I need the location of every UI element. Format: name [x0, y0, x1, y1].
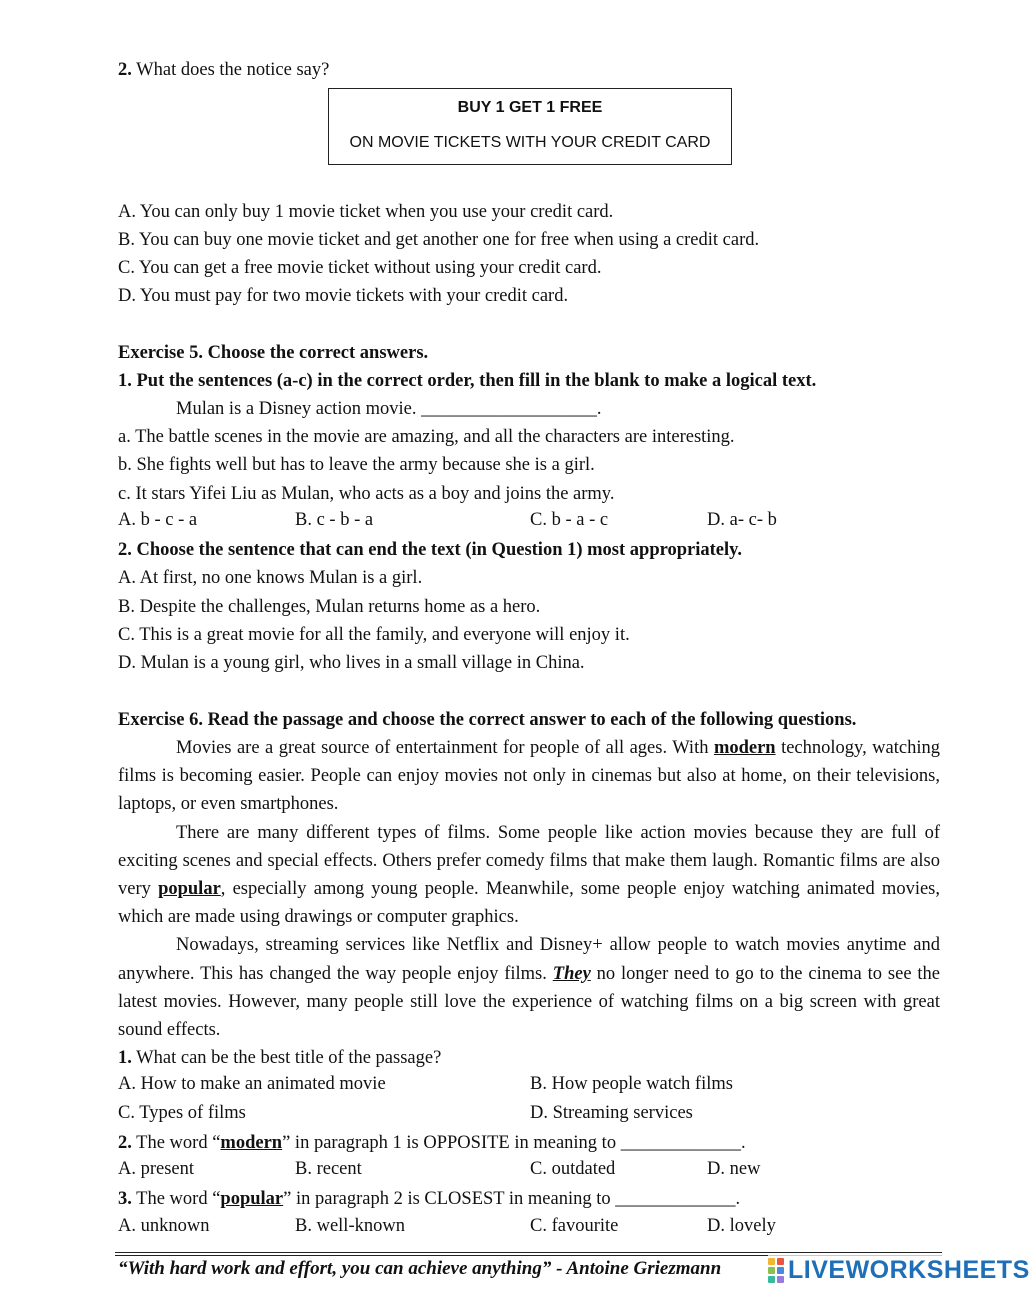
ex6-q2-text-a: The word “ [136, 1133, 221, 1153]
exercise5-question-1: 1. Put the sentences (a-c) in the correct order, then fill in the blank to make a logical text. [118, 371, 817, 391]
liveworksheets-logo-icon [768, 1258, 784, 1283]
liveworksheets-logo-text: LIVEWORKSHEETS [788, 1255, 1030, 1284]
ex6-q2-keyword: modern [220, 1133, 283, 1153]
ex6-q2-option-c[interactable]: C. outdated [530, 1159, 616, 1179]
ex6-q3-number: 3. [118, 1189, 132, 1209]
q2-number: 2. [118, 60, 132, 80]
ex6-q2-option-b[interactable]: B. recent [295, 1159, 362, 1179]
ex6-q3-text-a: The word “ [136, 1189, 221, 1209]
q2-option-b[interactable]: B. You can buy one movie ticket and get another one for free when using a credit card. [118, 230, 760, 250]
exercise5-sentence-a: a. The battle scenes in the movie are amazing, and all the characters are interesting. [118, 427, 735, 447]
keyword-modern: modern [713, 738, 776, 758]
ex5-q2-option-c[interactable]: C. This is a great movie for all the family, and everyone will enjoy it. [118, 625, 630, 645]
exercise6-passage [118, 734, 940, 1044]
passage-paragraph-3 [118, 931, 940, 1044]
exercise5-title: Exercise 5. Choose the correct answers. [118, 343, 429, 363]
ex6-q3-keyword: popular [220, 1189, 284, 1209]
ex6-q1-option-d[interactable]: D. Streaming services [530, 1103, 693, 1123]
ex5-q1-option-d[interactable]: D. a- c- b [707, 510, 777, 530]
q2-option-a[interactable]: A. You can only buy 1 movie ticket when you use your credit card. [118, 202, 614, 222]
exercise5-prompt: Mulan is a Disney action movie. ___________________. [176, 399, 602, 419]
q2-heading [118, 58, 329, 82]
ex6-q2-number: 2. [118, 1133, 132, 1153]
q2-option-d[interactable]: D. You must pay for two movie tickets with your credit card. [118, 286, 569, 306]
exercise5-sentence-b: b. She fights well but has to leave the army because she is a girl. [118, 455, 595, 475]
p2-text-a: There are many different types of films. Some people like action movies because they are full of exciting scenes and special effects. Others prefer comedy films that make them laugh. Romantic films are also very [118, 822, 940, 900]
ex6-q1-option-a[interactable]: A. How to make an animated movie [118, 1074, 386, 1094]
p2-text-b: , especially among young people. Meanwhile, some people enjoy watching animated movies, which are made using drawings or computer graphics. [118, 879, 940, 928]
exercise5-question-2: 2. Choose the sentence that can end the text (in Question 1) most appropriately. [118, 540, 743, 560]
exercise6-title: Exercise 6. Read the passage and choose the correct answer to each of the following questions. [118, 710, 857, 730]
ex6-q1-text: What can be the best title of the passage? [136, 1048, 442, 1068]
notice-box [328, 88, 732, 165]
ex6-q3-option-a[interactable]: A. unknown [118, 1216, 210, 1236]
passage-paragraph-1 [118, 734, 940, 819]
footer-quote: “With hard work and effort, you can achieve anything” - Antoine Griezmann [118, 1258, 722, 1279]
ex6-q2-text-b: ” in paragraph 1 is OPPOSITE in meaning to _____________. [282, 1133, 746, 1153]
ex6-q2-option-a[interactable]: A. present [118, 1159, 195, 1179]
ex5-q1-option-c[interactable]: C. b - a - c [530, 510, 609, 530]
p3-text-b: no longer need to go to the cinema to see the latest movies. However, many people still love the experience of watching films on a big screen with great sound effects. [118, 963, 941, 1041]
ex6-question-2 [118, 1131, 746, 1155]
ex6-q2-option-d[interactable]: D. new [707, 1159, 761, 1179]
ex6-q1-number: 1. [118, 1048, 132, 1068]
ex5-q2-option-b[interactable]: B. Despite the challenges, Mulan returns home as a hero. [118, 597, 541, 617]
p1-text-b: technology, watching films is becoming easier. People can enjoy movies not only in cinemas but also at home, on their televisions, laptops, or even smartphones. [118, 738, 940, 815]
p3-text-a: Nowadays, streaming services like Netflix and Disney+ allow people to watch movies anytime and anywhere. This has changed the way people enjoy films. [118, 935, 940, 984]
ex6-question-3 [118, 1187, 740, 1211]
p1-text-a: Movies are a great source of entertainment for people of all ages. With [176, 738, 714, 758]
ex6-q1-option-c[interactable]: C. Types of films [118, 1103, 246, 1123]
ex6-q3-option-c[interactable]: C. favourite [530, 1216, 619, 1236]
ex5-q1-option-a[interactable]: A. b - c - a [118, 510, 198, 530]
notice-line-2: ON MOVIE TICKETS WITH YOUR CREDIT CARD [349, 134, 711, 151]
ex5-q2-option-d[interactable]: D. Mulan is a young girl, who lives in a small village in China. [118, 653, 585, 673]
ex6-q3-option-b[interactable]: B. well-known [295, 1216, 405, 1236]
keyword-popular: popular [158, 879, 221, 900]
keyword-they: They [552, 963, 591, 984]
q2-option-c[interactable]: C. You can get a free movie ticket without using your credit card. [118, 258, 602, 278]
ex6-q3-option-d[interactable]: D. lovely [707, 1216, 776, 1236]
ex6-q1-option-b[interactable]: B. How people watch films [530, 1074, 733, 1094]
ex6-question-1 [118, 1046, 441, 1070]
notice-line-1: BUY 1 GET 1 FREE [457, 99, 603, 116]
exercise5-sentence-c: c. It stars Yifei Liu as Mulan, who acts as a boy and joins the army. [118, 484, 615, 504]
ex6-q3-text-b: ” in paragraph 2 is CLOSEST in meaning to _____________. [283, 1189, 741, 1209]
liveworksheets-logo[interactable] [768, 1254, 1030, 1286]
ex5-q2-option-a[interactable]: A. At first, no one knows Mulan is a girl. [118, 568, 423, 588]
passage-paragraph-2 [118, 819, 940, 932]
q2-text: What does the notice say? [136, 60, 330, 80]
ex5-q1-option-b[interactable]: B. c - b - a [295, 510, 374, 530]
